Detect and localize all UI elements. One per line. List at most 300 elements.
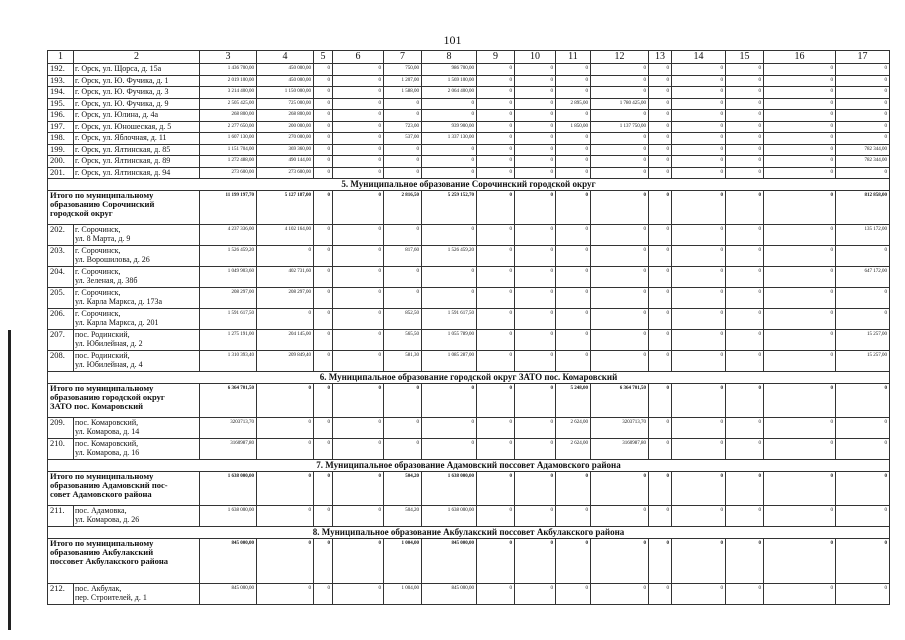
value-cell: 0 bbox=[515, 288, 556, 309]
value-cell: 0 bbox=[515, 144, 556, 156]
address-cell bbox=[74, 98, 200, 110]
value-cell: 0 bbox=[672, 64, 726, 76]
value-cell: 0 bbox=[314, 351, 333, 372]
value-cell: 0 bbox=[333, 225, 384, 246]
value-cell: 4 237 336,00 bbox=[200, 225, 257, 246]
value-cell: 0 bbox=[556, 539, 591, 584]
value-cell: 0 bbox=[515, 506, 556, 527]
value-cell: 0 bbox=[333, 418, 384, 439]
value-cell: 0 bbox=[384, 144, 422, 156]
value-cell: 939 900,00 bbox=[422, 121, 477, 133]
value-cell: 0 bbox=[333, 98, 384, 110]
value-cell: 0 bbox=[257, 539, 314, 584]
value-cell: 852,50 bbox=[384, 309, 422, 330]
value-cell: 0 bbox=[477, 539, 515, 584]
value-cell: 0 bbox=[672, 506, 726, 527]
value-cell: 0 bbox=[836, 87, 890, 99]
value-cell: 0 bbox=[333, 144, 384, 156]
value-cell: 0 bbox=[556, 64, 591, 76]
value-cell: 0 bbox=[672, 87, 726, 99]
value-cell: 0 bbox=[477, 225, 515, 246]
value-cell: 0 bbox=[591, 133, 649, 145]
value-cell: 1 569 100,00 bbox=[422, 75, 477, 87]
value-cell: 0 bbox=[422, 156, 477, 168]
value-cell: 1 150 000,00 bbox=[257, 87, 314, 99]
table-row bbox=[48, 75, 890, 87]
address-cell bbox=[74, 351, 200, 372]
value-cell: 0 bbox=[477, 75, 515, 87]
value-cell: 273 600,00 bbox=[257, 167, 314, 179]
value-cell: 0 bbox=[314, 418, 333, 439]
value-cell: 0 bbox=[591, 167, 649, 179]
value-cell: 0 bbox=[764, 472, 836, 506]
value-cell: 0 bbox=[726, 98, 764, 110]
row-number: 196. bbox=[48, 110, 74, 122]
row-number: 201. bbox=[48, 167, 74, 179]
value-cell: 0 bbox=[314, 98, 333, 110]
table-row bbox=[48, 330, 890, 351]
value-cell: 986 700,00 bbox=[422, 64, 477, 76]
value-cell: 0 bbox=[764, 384, 836, 418]
row-number: 202. bbox=[48, 225, 74, 246]
cell-text-line: пос. Комаровский, bbox=[75, 418, 139, 427]
value-cell: 0 bbox=[591, 351, 649, 372]
value-cell: 0 bbox=[649, 384, 672, 418]
value-cell: 845 000,00 bbox=[422, 584, 477, 605]
value-cell: 268 800,00 bbox=[257, 110, 314, 122]
address-cell bbox=[74, 121, 200, 133]
value-cell: 0 bbox=[314, 64, 333, 76]
table-row bbox=[48, 98, 890, 110]
cell-text-line: пос. Родинский, bbox=[75, 351, 130, 360]
value-cell: 0 bbox=[836, 64, 890, 76]
value-cell: 0 bbox=[836, 309, 890, 330]
value-cell: 0 bbox=[515, 110, 556, 122]
value-cell: 0 bbox=[591, 309, 649, 330]
value-cell: 0 bbox=[726, 156, 764, 168]
row-number: 209. bbox=[48, 418, 74, 439]
section-title: 7. Муниципальное образование Адамовский поссовет Адамовского района bbox=[48, 460, 890, 472]
cell-text-line: г. Сорочинск, bbox=[75, 288, 121, 297]
value-cell: 0 bbox=[477, 144, 515, 156]
value-cell: 0 bbox=[515, 64, 556, 76]
value-cell: 0 bbox=[314, 144, 333, 156]
value-cell: 0 bbox=[764, 110, 836, 122]
table-row bbox=[48, 288, 890, 309]
address-cell bbox=[74, 418, 200, 439]
value-cell: 0 bbox=[726, 351, 764, 372]
value-cell: 0 bbox=[672, 439, 726, 460]
value-cell: 0 bbox=[333, 267, 384, 288]
value-cell: 0 bbox=[649, 418, 672, 439]
value-cell: 0 bbox=[515, 439, 556, 460]
value-cell: 1 207,00 bbox=[384, 75, 422, 87]
value-cell: 0 bbox=[477, 267, 515, 288]
value-cell: 0 bbox=[649, 472, 672, 506]
value-cell: 0 bbox=[333, 110, 384, 122]
value-cell: 0 bbox=[836, 110, 890, 122]
value-cell: 0 bbox=[672, 472, 726, 506]
row-number: 206. bbox=[48, 309, 74, 330]
cell-text-line: г. Орск, ул. Юношеская, д. 5 bbox=[75, 121, 172, 131]
value-cell: 725 000,00 bbox=[257, 98, 314, 110]
value-cell: 504,20 bbox=[384, 472, 422, 506]
table-row bbox=[48, 584, 890, 605]
value-cell: 490 144,00 bbox=[257, 156, 314, 168]
value-cell: 0 bbox=[764, 87, 836, 99]
value-cell: 0 bbox=[649, 288, 672, 309]
value-cell: 782 344,00 bbox=[836, 156, 890, 168]
value-cell: 0 bbox=[591, 330, 649, 351]
value-cell: 1 638 000,00 bbox=[422, 472, 477, 506]
value-cell: 2 624,00 bbox=[556, 439, 591, 460]
value-cell: 0 bbox=[591, 506, 649, 527]
value-cell: 0 bbox=[764, 288, 836, 309]
row-number: 199. bbox=[48, 144, 74, 156]
value-cell: 0 bbox=[591, 64, 649, 76]
value-cell: 0 bbox=[333, 584, 384, 605]
value-cell: 0 bbox=[649, 144, 672, 156]
value-cell: 5 127 187,00 bbox=[257, 191, 314, 225]
value-cell: 0 bbox=[672, 98, 726, 110]
value-cell: 0 bbox=[257, 309, 314, 330]
value-cell: 0 bbox=[477, 351, 515, 372]
value-cell: 0 bbox=[556, 167, 591, 179]
value-cell: 1 588,00 bbox=[384, 87, 422, 99]
row-number: 207. bbox=[48, 330, 74, 351]
value-cell: 208 297,00 bbox=[200, 288, 257, 309]
table-row bbox=[48, 87, 890, 99]
cell-text-line: образованию Адамовский пос- bbox=[50, 480, 168, 490]
row-number: 194. bbox=[48, 87, 74, 99]
value-cell: 0 bbox=[384, 156, 422, 168]
value-cell: 0 bbox=[649, 330, 672, 351]
value-cell: 1 591 617,50 bbox=[422, 309, 477, 330]
value-cell: 0 bbox=[257, 439, 314, 460]
table-row bbox=[48, 309, 890, 330]
value-cell: 0 bbox=[672, 288, 726, 309]
value-cell: 0 bbox=[672, 225, 726, 246]
value-cell: 0 bbox=[515, 384, 556, 418]
value-cell: 0 bbox=[764, 584, 836, 605]
value-cell: 0 bbox=[314, 267, 333, 288]
value-cell: 0 bbox=[764, 330, 836, 351]
value-cell: 0 bbox=[649, 133, 672, 145]
value-cell: 0 bbox=[672, 246, 726, 267]
column-header: 2 bbox=[74, 51, 200, 64]
value-cell: 0 bbox=[836, 288, 890, 309]
value-cell: 0 bbox=[591, 87, 649, 99]
value-cell: 0 bbox=[764, 351, 836, 372]
value-cell: 4 102 164,00 bbox=[257, 225, 314, 246]
value-cell: 0 bbox=[384, 225, 422, 246]
cell-text-line: г. Орск, ул. Ю. Фучика, д. 3 bbox=[75, 87, 169, 96]
value-cell: 0 bbox=[649, 167, 672, 179]
value-cell: 0 bbox=[726, 246, 764, 267]
total-row bbox=[48, 472, 890, 506]
value-cell: 0 bbox=[515, 472, 556, 506]
value-cell: 0 bbox=[422, 418, 477, 439]
value-cell: 0 bbox=[515, 330, 556, 351]
value-cell: 0 bbox=[333, 87, 384, 99]
value-cell: 0 bbox=[726, 121, 764, 133]
table-row bbox=[48, 351, 890, 372]
value-cell: 0 bbox=[314, 246, 333, 267]
value-cell: 0 bbox=[515, 191, 556, 225]
value-cell: 0 bbox=[477, 439, 515, 460]
total-row bbox=[48, 384, 890, 418]
value-cell: 0 bbox=[422, 144, 477, 156]
address-cell bbox=[74, 225, 200, 246]
row-number: 210. bbox=[48, 439, 74, 460]
value-cell: 0 bbox=[591, 584, 649, 605]
value-cell: 0 bbox=[314, 191, 333, 225]
value-cell: 1 526 459,20 bbox=[200, 246, 257, 267]
total-label bbox=[48, 539, 200, 584]
value-cell: 0 bbox=[764, 98, 836, 110]
row-number: 212. bbox=[48, 584, 74, 605]
cell-text-line: ЗАТО пос. Комаровский bbox=[50, 401, 144, 411]
column-header: 14 bbox=[672, 51, 726, 64]
value-cell: 0 bbox=[422, 167, 477, 179]
binding-margin-line bbox=[8, 330, 11, 630]
value-cell: 273 600,00 bbox=[200, 167, 257, 179]
value-cell: 0 bbox=[836, 98, 890, 110]
value-cell: 0 bbox=[333, 75, 384, 87]
value-cell: 647 172,00 bbox=[836, 267, 890, 288]
value-cell: 0 bbox=[314, 75, 333, 87]
value-cell: 0 bbox=[314, 225, 333, 246]
column-header: 16 bbox=[764, 51, 836, 64]
value-cell: 0 bbox=[726, 288, 764, 309]
row-number: 211. bbox=[48, 506, 74, 527]
value-cell: 0 bbox=[314, 539, 333, 584]
value-cell: 0 bbox=[591, 110, 649, 122]
address-cell bbox=[74, 133, 200, 145]
cell-text-line: г. Орск, ул. Яблочная, д. 11 bbox=[75, 133, 167, 142]
address-cell bbox=[74, 439, 200, 460]
value-cell: 0 bbox=[384, 167, 422, 179]
value-cell: 0 bbox=[836, 121, 890, 133]
value-cell: 0 bbox=[726, 225, 764, 246]
table-body bbox=[48, 51, 890, 605]
value-cell: 3203713,70 bbox=[200, 418, 257, 439]
value-cell: 0 bbox=[672, 144, 726, 156]
value-cell: 0 bbox=[314, 167, 333, 179]
cell-text-line: совет Адамовского района bbox=[50, 489, 152, 499]
value-cell: 209 849,40 bbox=[257, 351, 314, 372]
column-header: 1 bbox=[48, 51, 74, 64]
address-cell bbox=[74, 75, 200, 87]
value-cell: 0 bbox=[314, 309, 333, 330]
row-number: 198. bbox=[48, 133, 74, 145]
address-cell bbox=[74, 144, 200, 156]
table-row bbox=[48, 110, 890, 122]
value-cell: 1 638 000,00 bbox=[422, 506, 477, 527]
section-header-row bbox=[48, 179, 890, 191]
cell-text-line: ул. Зеленая, д. 38б bbox=[75, 276, 138, 285]
address-cell bbox=[74, 87, 200, 99]
value-cell: 0 bbox=[384, 439, 422, 460]
value-cell: 0 bbox=[591, 472, 649, 506]
value-cell: 0 bbox=[314, 506, 333, 527]
value-cell: 450 000,00 bbox=[257, 75, 314, 87]
cell-text-line: поссовет Акбулакского района bbox=[50, 556, 168, 566]
value-cell: 1 049 903,60 bbox=[200, 267, 257, 288]
total-label bbox=[48, 472, 200, 506]
value-cell: 0 bbox=[257, 472, 314, 506]
value-cell: 0 bbox=[556, 156, 591, 168]
section-title: 6. Муниципальное образование городской округ ЗАТО пос. Комаровский bbox=[48, 372, 890, 384]
value-cell: 0 bbox=[477, 87, 515, 99]
value-cell: 1 638 000,00 bbox=[200, 506, 257, 527]
housing-repair-table bbox=[47, 50, 890, 605]
value-cell: 0 bbox=[836, 539, 890, 584]
value-cell: 0 bbox=[649, 539, 672, 584]
value-cell: 0 bbox=[836, 439, 890, 460]
value-cell: 0 bbox=[726, 167, 764, 179]
value-cell: 0 bbox=[515, 539, 556, 584]
value-cell: 0 bbox=[314, 87, 333, 99]
value-cell: 0 bbox=[649, 87, 672, 99]
value-cell: 3 214 400,00 bbox=[200, 87, 257, 99]
column-header-row bbox=[48, 51, 890, 64]
value-cell: 0 bbox=[591, 191, 649, 225]
value-cell: 0 bbox=[556, 191, 591, 225]
table-row bbox=[48, 121, 890, 133]
value-cell: 0 bbox=[591, 246, 649, 267]
value-cell: 0 bbox=[422, 98, 477, 110]
cell-text-line: ул. Ворошилова, д. 26 bbox=[75, 255, 150, 264]
value-cell: 750,00 bbox=[384, 64, 422, 76]
table-row bbox=[48, 267, 890, 288]
value-cell: 11 199 197,70 bbox=[200, 191, 257, 225]
value-cell: 208 297,00 bbox=[257, 288, 314, 309]
cell-text-line: ул. 8 Марта, д. 9 bbox=[75, 234, 131, 243]
value-cell: 2 505 425,00 bbox=[200, 98, 257, 110]
value-cell: 0 bbox=[764, 418, 836, 439]
column-header: 5 bbox=[314, 51, 333, 64]
value-cell: 0 bbox=[556, 225, 591, 246]
value-cell: 0 bbox=[649, 191, 672, 225]
value-cell: 0 bbox=[333, 351, 384, 372]
column-header: 17 bbox=[836, 51, 890, 64]
value-cell: 135 172,00 bbox=[836, 225, 890, 246]
value-cell: 0 bbox=[672, 121, 726, 133]
value-cell: 0 bbox=[836, 133, 890, 145]
value-cell: 0 bbox=[591, 156, 649, 168]
value-cell: 0 bbox=[649, 64, 672, 76]
value-cell: 0 bbox=[477, 418, 515, 439]
value-cell: 0 bbox=[333, 121, 384, 133]
cell-text-line: ул. Комарова, д. 26 bbox=[75, 515, 140, 524]
value-cell: 1 004,00 bbox=[384, 584, 422, 605]
value-cell: 0 bbox=[477, 472, 515, 506]
value-cell: 0 bbox=[477, 384, 515, 418]
value-cell: 0 bbox=[672, 133, 726, 145]
value-cell: 0 bbox=[836, 246, 890, 267]
row-number: 204. bbox=[48, 267, 74, 288]
value-cell: 5 259 152,70 bbox=[422, 191, 477, 225]
value-cell: 0 bbox=[764, 191, 836, 225]
value-cell: 0 bbox=[649, 110, 672, 122]
value-cell: 0 bbox=[333, 156, 384, 168]
value-cell: 2 624,00 bbox=[556, 418, 591, 439]
value-cell: 1 436 700,00 bbox=[200, 64, 257, 76]
value-cell: 0 bbox=[515, 351, 556, 372]
value-cell: 504,20 bbox=[384, 506, 422, 527]
value-cell: 2 277 650,00 bbox=[200, 121, 257, 133]
address-cell bbox=[74, 167, 200, 179]
value-cell: 0 bbox=[314, 156, 333, 168]
cell-text-line: г. Орск, ул. Ялтинская, д. 85 bbox=[75, 144, 171, 154]
value-cell: 0 bbox=[556, 267, 591, 288]
value-cell: 0 bbox=[333, 439, 384, 460]
value-cell: 0 bbox=[556, 288, 591, 309]
value-cell: 0 bbox=[515, 246, 556, 267]
table-row bbox=[48, 439, 890, 460]
value-cell: 0 bbox=[672, 110, 726, 122]
value-cell: 0 bbox=[422, 384, 477, 418]
value-cell: 845 000,00 bbox=[422, 539, 477, 584]
value-cell: 0 bbox=[333, 246, 384, 267]
value-cell: 0 bbox=[764, 506, 836, 527]
cell-text-line: пос. Комаровский, bbox=[75, 439, 139, 448]
address-cell bbox=[74, 506, 200, 527]
value-cell: 450 000,00 bbox=[257, 64, 314, 76]
column-header: 12 bbox=[591, 51, 649, 64]
value-cell: 0 bbox=[314, 330, 333, 351]
value-cell: 0 bbox=[515, 133, 556, 145]
value-cell: 0 bbox=[515, 267, 556, 288]
value-cell: 0 bbox=[591, 144, 649, 156]
row-number: 192. bbox=[48, 64, 74, 76]
value-cell: 1 591 617,50 bbox=[200, 309, 257, 330]
cell-text-line: г. Орск, ул. Юлина, д. 4а bbox=[75, 110, 159, 119]
value-cell: 0 bbox=[726, 330, 764, 351]
value-cell: 0 bbox=[649, 267, 672, 288]
cell-text-line: ул. Карла Маркса, д. 201 bbox=[75, 318, 159, 327]
value-cell: 0 bbox=[515, 418, 556, 439]
value-cell: 845 000,00 bbox=[200, 584, 257, 605]
value-cell: 0 bbox=[726, 110, 764, 122]
column-header: 3 bbox=[200, 51, 257, 64]
value-cell: 0 bbox=[515, 584, 556, 605]
value-cell: 0 bbox=[649, 506, 672, 527]
value-cell: 15 257,00 bbox=[836, 330, 890, 351]
value-cell: 0 bbox=[515, 156, 556, 168]
value-cell: 0 bbox=[314, 472, 333, 506]
value-cell: 0 bbox=[477, 309, 515, 330]
value-cell: 0 bbox=[726, 64, 764, 76]
cell-text-line: г. Орск, ул. Ялтинская, д. 89 bbox=[75, 156, 171, 165]
address-cell bbox=[74, 330, 200, 351]
total-label bbox=[48, 191, 200, 225]
cell-text-line: Итого по муниципальному bbox=[50, 471, 154, 481]
value-cell: 0 bbox=[726, 472, 764, 506]
table-row bbox=[48, 167, 890, 179]
total-row bbox=[48, 539, 890, 584]
row-number: 205. bbox=[48, 288, 74, 309]
value-cell: 1 055 789,00 bbox=[422, 330, 477, 351]
value-cell: 0 bbox=[836, 75, 890, 87]
total-label bbox=[48, 384, 200, 418]
value-cell: 0 bbox=[836, 506, 890, 527]
value-cell: 268 800,00 bbox=[200, 110, 257, 122]
value-cell: 2 895,00 bbox=[556, 98, 591, 110]
column-header: 10 bbox=[515, 51, 556, 64]
cell-text-line: ул. Карла Маркса, д. 173а bbox=[75, 297, 163, 306]
